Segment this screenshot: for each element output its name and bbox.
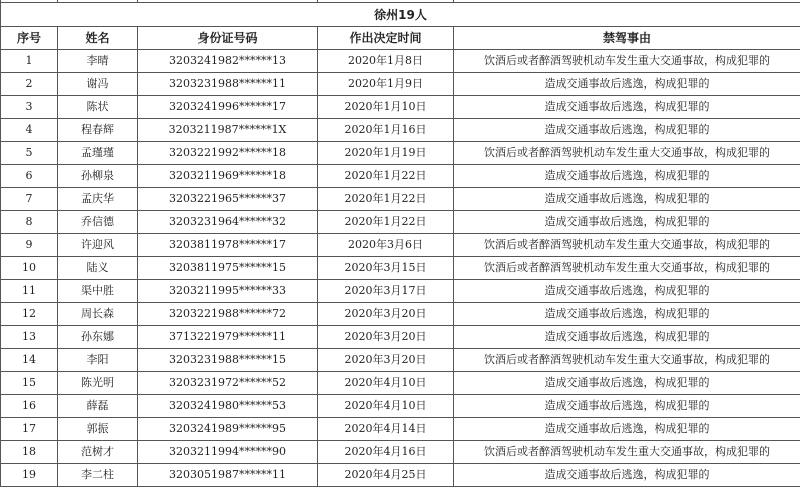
cell-id-number: 3203241996******17 xyxy=(138,96,318,119)
cell-name: 孙柳泉 xyxy=(58,165,138,188)
cell-ban-reason: 造成交通事故后逃逸，构成犯罪的 xyxy=(454,326,800,349)
cell-name: 郭振 xyxy=(58,418,138,441)
table-row xyxy=(1,96,800,119)
cell-ban-reason: 饮酒后或者醉酒驾驶机动车发生重大交通事故，构成犯罪的 xyxy=(454,234,800,257)
cell-ban-reason: 造成交通事故后逃逸，构成犯罪的 xyxy=(454,418,800,441)
cell-name: 渠中胜 xyxy=(58,280,138,303)
cell-decision-date: 2020年4月16日 xyxy=(318,441,454,464)
cell-decision-date: 2020年1月10日 xyxy=(318,96,454,119)
cell-seq: 5 xyxy=(1,142,58,165)
cell-name: 陆义 xyxy=(58,257,138,280)
cell-seq: 14 xyxy=(1,349,58,372)
cell-decision-date: 2020年4月10日 xyxy=(318,395,454,418)
cell-name: 李晴 xyxy=(58,50,138,73)
table-row xyxy=(1,303,800,326)
cell-seq: 2 xyxy=(1,73,58,96)
cell-id-number: 3713221979******11 xyxy=(138,326,318,349)
cell-seq: 13 xyxy=(1,326,58,349)
table-row xyxy=(1,142,800,165)
cell-seq: 7 xyxy=(1,188,58,211)
header-name: 姓名 xyxy=(58,27,138,50)
cell-id-number: 3203241980******53 xyxy=(138,395,318,418)
cell-decision-date: 2020年3月17日 xyxy=(318,280,454,303)
cell-id-number: 3203231988******11 xyxy=(138,73,318,96)
cell-name: 范树才 xyxy=(58,441,138,464)
table-row xyxy=(1,349,800,372)
cell-seq: 12 xyxy=(1,303,58,326)
cell-name: 孟庆华 xyxy=(58,188,138,211)
cell-decision-date: 2020年4月10日 xyxy=(318,372,454,395)
cell-decision-date: 2020年3月20日 xyxy=(318,303,454,326)
cell-id-number: 3203221965******37 xyxy=(138,188,318,211)
cell-name: 孟瑾瑾 xyxy=(58,142,138,165)
cell-ban-reason: 造成交通事故后逃逸，构成犯罪的 xyxy=(454,303,800,326)
cell-id-number: 3203811978******17 xyxy=(138,234,318,257)
cell-id-number: 3203231972******52 xyxy=(138,372,318,395)
cell-id-number: 3203221992******18 xyxy=(138,142,318,165)
cell-id-number: 3203231964******32 xyxy=(138,211,318,234)
cell-ban-reason: 饮酒后或者醉酒驾驶机动车发生重大交通事故，构成犯罪的 xyxy=(454,349,800,372)
cell-seq: 1 xyxy=(1,50,58,73)
table-row xyxy=(1,257,800,280)
header-id-number: 身份证号码 xyxy=(138,27,318,50)
table-row xyxy=(1,464,800,487)
cell-decision-date: 2020年3月6日 xyxy=(318,234,454,257)
cell-ban-reason: 造成交通事故后逃逸，构成犯罪的 xyxy=(454,280,800,303)
table-row xyxy=(1,73,800,96)
cell-seq: 6 xyxy=(1,165,58,188)
cell-seq: 18 xyxy=(1,441,58,464)
cell-ban-reason: 饮酒后或者醉酒驾驶机动车发生重大交通事故，构成犯罪的 xyxy=(454,441,800,464)
header-seq: 序号 xyxy=(1,27,58,50)
cell-id-number: 3203241989******95 xyxy=(138,418,318,441)
cell-ban-reason: 造成交通事故后逃逸，构成犯罪的 xyxy=(454,73,800,96)
cell-ban-reason: 造成交通事故后逃逸，构成犯罪的 xyxy=(454,119,800,142)
cell-seq: 9 xyxy=(1,234,58,257)
cell-decision-date: 2020年4月14日 xyxy=(318,418,454,441)
cell-name: 谢冯 xyxy=(58,73,138,96)
table-row xyxy=(1,418,800,441)
cell-ban-reason: 造成交通事故后逃逸，构成犯罪的 xyxy=(454,188,800,211)
cell-decision-date: 2020年4月25日 xyxy=(318,464,454,487)
table-title: 徐州19人 xyxy=(1,3,800,27)
cell-ban-reason: 造成交通事故后逃逸，构成犯罪的 xyxy=(454,96,800,119)
table-row xyxy=(1,211,800,234)
table-header-row xyxy=(1,27,800,50)
cell-seq: 15 xyxy=(1,372,58,395)
cell-ban-reason: 饮酒后或者醉酒驾驶机动车发生重大交通事故，构成犯罪的 xyxy=(454,142,800,165)
table-row xyxy=(1,372,800,395)
cell-id-number: 3203211995******33 xyxy=(138,280,318,303)
cell-seq: 16 xyxy=(1,395,58,418)
table-row xyxy=(1,165,800,188)
cell-name: 许迎风 xyxy=(58,234,138,257)
cell-decision-date: 2020年1月22日 xyxy=(318,188,454,211)
cell-name: 薛磊 xyxy=(58,395,138,418)
header-decision-date: 作出决定时间 xyxy=(318,27,454,50)
table-row xyxy=(1,441,800,464)
table-row xyxy=(1,326,800,349)
cell-id-number: 3203231988******15 xyxy=(138,349,318,372)
table-title-row xyxy=(1,3,800,27)
cell-id-number: 3203241982******13 xyxy=(138,50,318,73)
cell-name: 李阳 xyxy=(58,349,138,372)
cell-name: 陈光明 xyxy=(58,372,138,395)
cell-id-number: 3203811975******15 xyxy=(138,257,318,280)
cell-ban-reason: 饮酒后或者醉酒驾驶机动车发生重大交通事故，构成犯罪的 xyxy=(454,257,800,280)
table-row xyxy=(1,280,800,303)
cell-name: 孙东娜 xyxy=(58,326,138,349)
cell-decision-date: 2020年3月15日 xyxy=(318,257,454,280)
cell-ban-reason: 造成交通事故后逃逸，构成犯罪的 xyxy=(454,372,800,395)
table-row xyxy=(1,50,800,73)
table-row xyxy=(1,119,800,142)
cell-seq: 4 xyxy=(1,119,58,142)
cell-seq: 8 xyxy=(1,211,58,234)
table-row xyxy=(1,234,800,257)
cell-decision-date: 2020年1月22日 xyxy=(318,211,454,234)
table-row xyxy=(1,395,800,418)
cell-id-number: 3203051987******11 xyxy=(138,464,318,487)
cell-ban-reason: 造成交通事故后逃逸，构成犯罪的 xyxy=(454,165,800,188)
cell-seq: 17 xyxy=(1,418,58,441)
table-body xyxy=(1,50,800,487)
cell-name: 李二柱 xyxy=(58,464,138,487)
cell-ban-reason: 饮酒后或者醉酒驾驶机动车发生重大交通事故，构成犯罪的 xyxy=(454,50,800,73)
cell-name: 程春辉 xyxy=(58,119,138,142)
header-ban-reason: 禁驾事由 xyxy=(454,27,800,50)
cell-id-number: 3203211987******1X xyxy=(138,119,318,142)
cell-decision-date: 2020年1月19日 xyxy=(318,142,454,165)
table-row xyxy=(1,188,800,211)
cell-decision-date: 2020年1月22日 xyxy=(318,165,454,188)
cell-decision-date: 2020年3月20日 xyxy=(318,349,454,372)
cell-decision-date: 2020年1月16日 xyxy=(318,119,454,142)
cell-ban-reason: 造成交通事故后逃逸，构成犯罪的 xyxy=(454,211,800,234)
cell-decision-date: 2020年1月8日 xyxy=(318,50,454,73)
cell-id-number: 3203221988******72 xyxy=(138,303,318,326)
cell-seq: 10 xyxy=(1,257,58,280)
cell-id-number: 3203211969******18 xyxy=(138,165,318,188)
cell-name: 周长森 xyxy=(58,303,138,326)
cell-id-number: 3203211994******90 xyxy=(138,441,318,464)
cell-name: 乔信德 xyxy=(58,211,138,234)
cell-seq: 19 xyxy=(1,464,58,487)
cell-ban-reason: 造成交通事故后逃逸，构成犯罪的 xyxy=(454,464,800,487)
cell-decision-date: 2020年3月20日 xyxy=(318,326,454,349)
cell-seq: 3 xyxy=(1,96,58,119)
cell-decision-date: 2020年1月9日 xyxy=(318,73,454,96)
cell-name: 陈状 xyxy=(58,96,138,119)
cell-ban-reason: 造成交通事故后逃逸，构成犯罪的 xyxy=(454,395,800,418)
cell-seq: 11 xyxy=(1,280,58,303)
